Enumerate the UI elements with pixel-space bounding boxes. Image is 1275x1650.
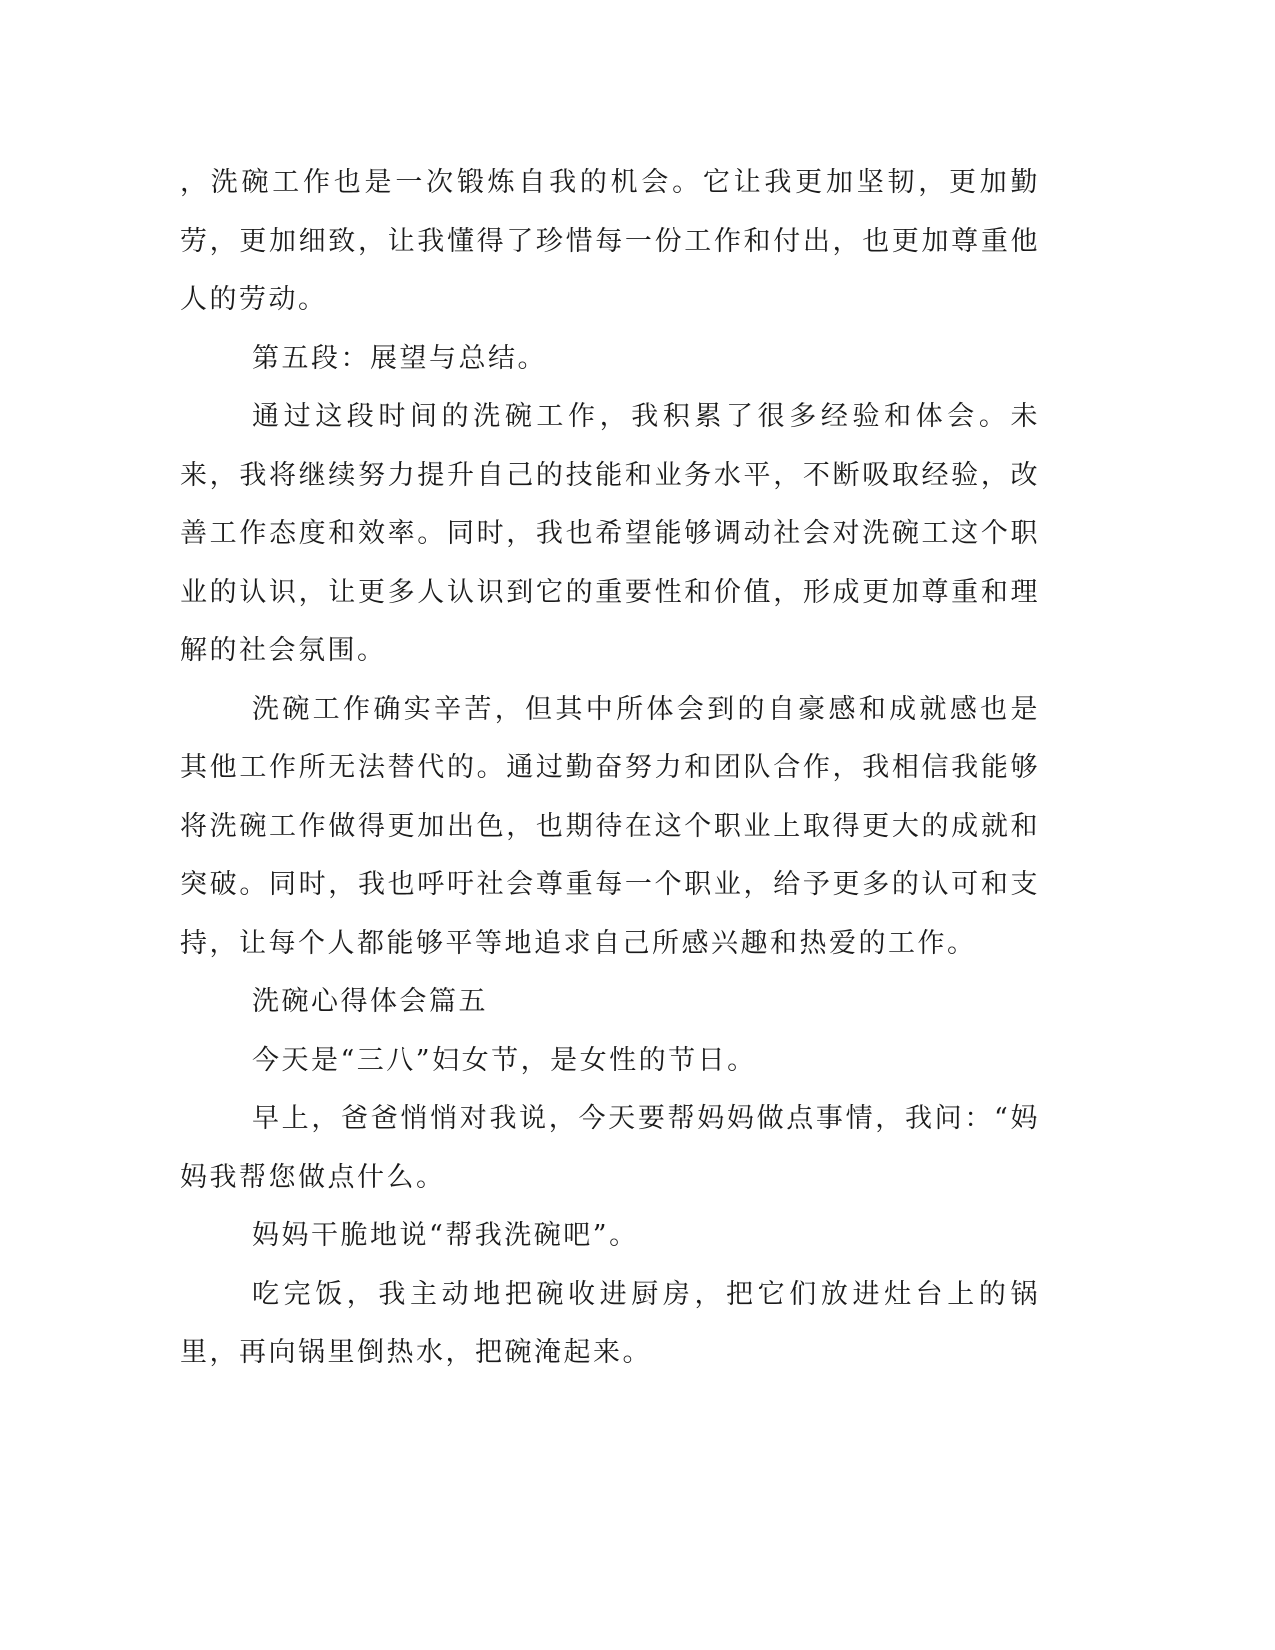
paragraph-8: 妈妈干脆地说“帮我洗碗吧”。 bbox=[252, 1220, 639, 1251]
paragraph-7: 早上，爸爸悄悄对我说，今天要帮妈妈做点事情，我问：“妈妈我帮您做点什么。 bbox=[180, 1103, 1040, 1193]
paragraph-6: 今天是“三八”妇女节，是女性的节日。 bbox=[252, 1044, 757, 1076]
document-body bbox=[180, 154, 1040, 1383]
section-title: 洗碗心得体会篇五 bbox=[252, 986, 488, 1017]
paragraph-4: 洗碗工作确实辛苦，但其中所体会到的自豪感和成就感也是其他工作所无法替代的。通过勤奋努力和团队合作，我相信我能够将洗碗工作做得更加出色，也期待在这个职业上取得更大的成就和突破。同时，我也呼吁社会尊重每一个职业，给予更多的认可和支持，让每个人都能够平等地追求自己所感兴趣和热爱的工作。 bbox=[180, 693, 1040, 959]
paragraph-9: 吃完饭，我主动地把碗收进厨房，把它们放进灶台上的锅里，再向锅里倒热水，把碗淹起来。 bbox=[180, 1278, 1040, 1368]
paragraph-2-heading: 第五段：展望与总结。 bbox=[252, 342, 547, 374]
paragraph-3: 通过这段时间的洗碗工作，我积累了很多经验和体会。未来，我将继续努力提升自己的技能和业务水平，不断吸取经验，改善工作态度和效率。同时，我也希望能够调动社会对洗碗工这个职业的认识，让更多人认识到它的重要性和价值，形成更加尊重和理解的社会氛围。 bbox=[180, 401, 1040, 666]
paragraph-1: ，洗碗工作也是一次锻炼自我的机会。它让我更加坚韧，更加勤劳，更加细致，让我懂得了珍惜每一份工作和付出，也更加尊重他人的劳动。 bbox=[180, 167, 1040, 315]
